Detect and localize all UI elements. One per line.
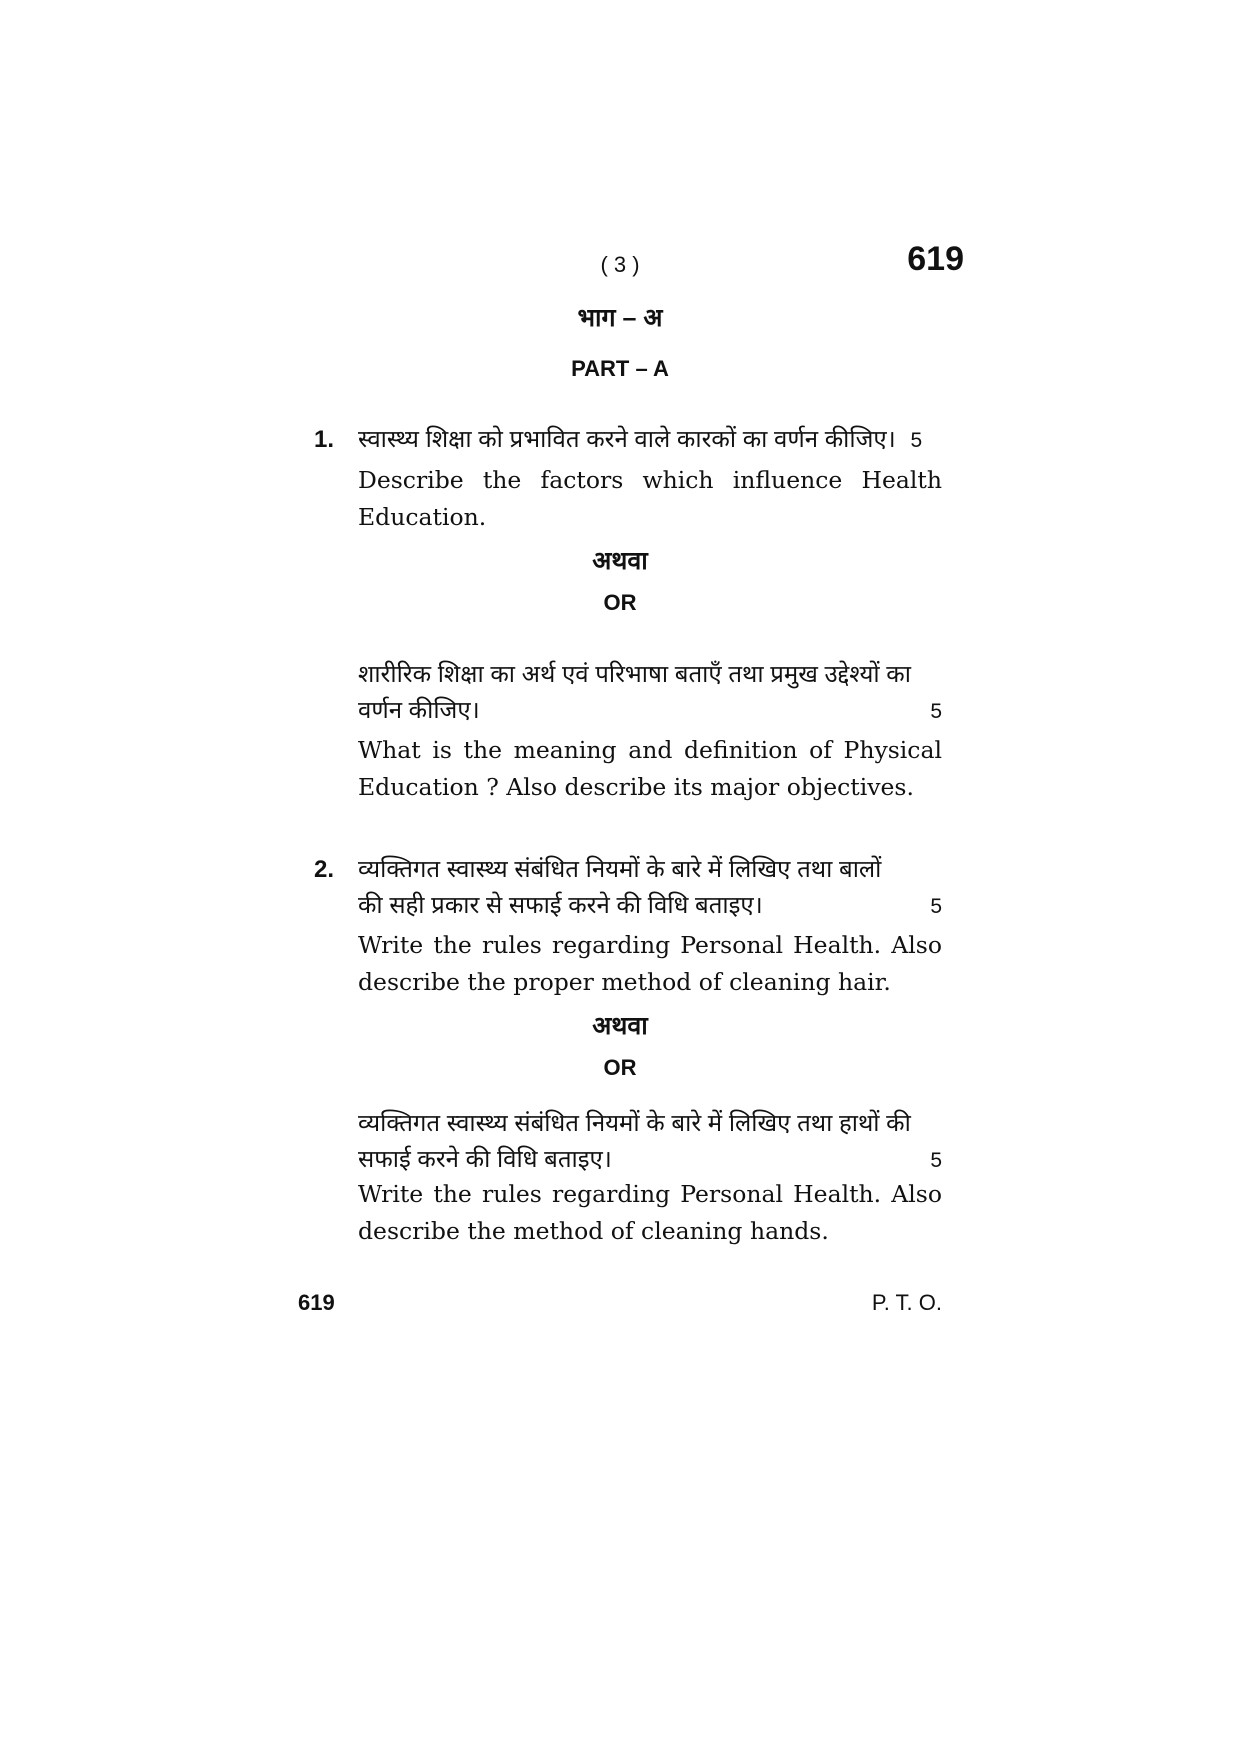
or-label-hindi: अथवा (592, 547, 648, 575)
or-label-hindi: अथवा (592, 1012, 648, 1040)
question-number: 1. (314, 426, 335, 453)
alternative-line-hindi: सफाई करने की विधि बताइए। (358, 1146, 612, 1173)
paper-code-footer: 619 (298, 1290, 335, 1315)
section-title-hindi: भाग – अ (577, 304, 663, 332)
alternative-line-hindi: व्यक्तिगत स्वास्थ्य संबंधित नियमों के बारे में लिखिए तथा हाथों की (358, 1110, 911, 1137)
question-number: 2. (314, 856, 335, 883)
section-title-english: PART – A (571, 356, 669, 381)
marks: 5 (930, 700, 942, 723)
marks: 5 (910, 429, 923, 452)
alternative-line-hindi: शारीरिक शिक्षा का अर्थ एवं परिभाषा बताएँ तथा प्रमुख उद्देश्यों का (358, 661, 911, 688)
marks: 5 (930, 1149, 942, 1172)
question-text-hindi (358, 422, 942, 459)
alternative-line-hindi: वर्णन कीजिए। (358, 697, 480, 724)
or-label-english: OR (603, 1055, 637, 1080)
marks: 5 (930, 895, 942, 918)
alternative-text-english: What is the meaning and definition of Physical Education ? Also describe its major objectives. (358, 736, 942, 801)
question-text-english: Write the rules regarding Personal Health. Also describe the proper method of cleaning hair. (358, 931, 942, 996)
page-number: ( 3 ) (600, 252, 640, 277)
question-line-hindi: व्यक्तिगत स्वास्थ्य संबंधित नियमों के बारे में लिखिए तथा बालों (358, 856, 882, 883)
pto-label: P. T. O. (871, 1290, 942, 1315)
question-line-hindi: स्वास्थ्य शिक्षा को प्रभावित करने वाले कारकों का वर्णन कीजिए। (358, 426, 896, 453)
question-text-english: Describe the factors which influence Health Education. (358, 466, 942, 531)
question-line-hindi: की सही प्रकार से सफाई करने की विधि बताइए। (358, 892, 763, 919)
or-label-english: OR (603, 590, 637, 615)
paper-code-header: 619 (907, 240, 964, 278)
alternative-text-english: Write the rules regarding Personal Health. Also describe the method of cleaning hands. (358, 1180, 942, 1245)
